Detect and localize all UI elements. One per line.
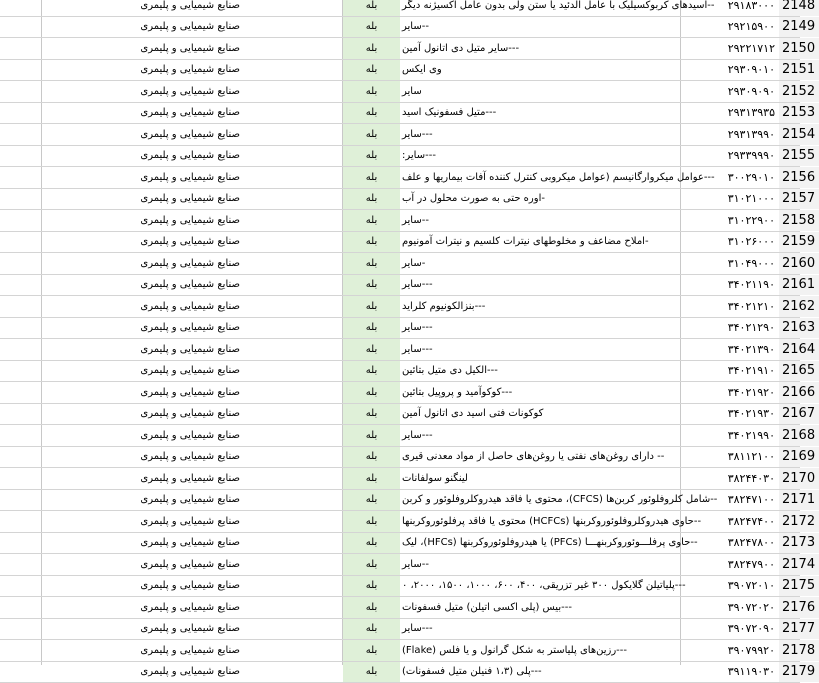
row-number-cell[interactable]: 2177 bbox=[779, 619, 819, 640]
category-cell[interactable]: صنایع شیمیایی و پلیمری bbox=[42, 60, 242, 81]
description-cell[interactable]: ---متیل فسفونیک اسید bbox=[400, 103, 680, 124]
status-cell[interactable] bbox=[343, 103, 400, 124]
row-number-cell[interactable]: 2159 bbox=[779, 232, 819, 253]
category-cell[interactable]: صنایع شیمیایی و پلیمری bbox=[42, 167, 242, 188]
code-cell[interactable]: ۳۸۲۴۷۴۰۰ bbox=[680, 511, 779, 532]
status-value: بله bbox=[366, 516, 377, 527]
table-row[interactable] bbox=[0, 619, 800, 641]
status-value: بله bbox=[366, 43, 377, 54]
description-cell[interactable]: ---کوکوآمید و پروپیل بتائین bbox=[400, 382, 680, 403]
code-cell[interactable]: ۳۴۰۲۱۹۹۰ bbox=[680, 425, 779, 446]
code-cell[interactable]: ۲۹۳۰۹۰۱۰ bbox=[680, 60, 779, 81]
row-number-cell[interactable]: 2151 bbox=[779, 60, 819, 81]
status-cell[interactable] bbox=[343, 361, 400, 382]
row-number-cell[interactable]: 2168 bbox=[779, 425, 819, 446]
description-cell[interactable]: ---سایر bbox=[400, 275, 680, 296]
description-cell[interactable]: سایر bbox=[400, 81, 680, 102]
status-value: بله bbox=[366, 172, 377, 183]
table-row[interactable] bbox=[0, 425, 800, 447]
row-number-cell[interactable]: 2164 bbox=[779, 339, 819, 360]
table-row[interactable] bbox=[0, 640, 800, 662]
row-number-cell[interactable]: 2174 bbox=[779, 554, 819, 575]
status-value: بله bbox=[366, 258, 377, 269]
description-cell[interactable]: ---پلیاتیلن گلایکول ۳۰۰ غیر تزریقی، ۴۰۰، ۶۰۰، ۱۰۰۰، ۱۵۰۰، ۲۰۰۰، ۰ bbox=[400, 576, 680, 597]
status-value: بله bbox=[366, 150, 377, 161]
status-value: بله bbox=[366, 21, 377, 32]
status-cell[interactable] bbox=[343, 425, 400, 446]
status-value: بله bbox=[366, 537, 377, 548]
category-cell[interactable]: صنایع شیمیایی و پلیمری bbox=[42, 576, 242, 597]
category-cell[interactable]: صنایع شیمیایی و پلیمری bbox=[42, 662, 242, 683]
row-number-cell[interactable]: 2172 bbox=[779, 511, 819, 532]
category-cell[interactable]: صنایع شیمیایی و پلیمری bbox=[42, 103, 242, 124]
code-cell[interactable]: ۳۱۰۲۱۰۰۰ bbox=[680, 189, 779, 210]
category-cell[interactable]: صنایع شیمیایی و پلیمری bbox=[42, 253, 242, 274]
status-cell[interactable] bbox=[343, 490, 400, 511]
status-cell[interactable] bbox=[343, 511, 400, 532]
status-cell[interactable] bbox=[343, 81, 400, 102]
row-number-cell[interactable]: 2153 bbox=[779, 103, 819, 124]
table-row[interactable] bbox=[0, 275, 800, 297]
category-cell[interactable]: صنایع شیمیایی و پلیمری bbox=[42, 339, 242, 360]
description-cell[interactable]: -سایر bbox=[400, 253, 680, 274]
status-value: بله bbox=[366, 580, 377, 591]
table-row[interactable] bbox=[0, 124, 800, 146]
description-cell[interactable]: --سایر bbox=[400, 17, 680, 38]
table-row[interactable] bbox=[0, 468, 800, 490]
table-row[interactable] bbox=[0, 339, 800, 361]
status-cell[interactable] bbox=[343, 189, 400, 210]
table-row[interactable] bbox=[0, 576, 800, 598]
row-number-cell[interactable]: 2152 bbox=[779, 81, 819, 102]
table-row[interactable] bbox=[0, 189, 800, 211]
table-row[interactable] bbox=[0, 296, 800, 318]
status-cell[interactable] bbox=[343, 447, 400, 468]
status-value: بله bbox=[366, 215, 377, 226]
category-cell[interactable]: صنایع شیمیایی و پلیمری bbox=[42, 146, 242, 167]
description-cell[interactable]: --حاوی هیدروکلروفلوئوروکربنها (HCFCs) محتوی یا فاقد پرفلوئوروکربنها bbox=[400, 511, 680, 532]
description-cell[interactable]: وی ایکس bbox=[400, 60, 680, 81]
row-number-cell[interactable]: 2160 bbox=[779, 253, 819, 274]
row-number-cell[interactable]: 2173 bbox=[779, 533, 819, 554]
status-cell[interactable] bbox=[343, 640, 400, 661]
description-cell[interactable]: ---بنزالکونیوم کلراید bbox=[400, 296, 680, 317]
row-number-cell[interactable]: 2166 bbox=[779, 382, 819, 403]
row-number-cell[interactable]: 2150 bbox=[779, 38, 819, 59]
row-number-cell[interactable]: 2169 bbox=[779, 447, 819, 468]
row-number-cell[interactable]: 2154 bbox=[779, 124, 819, 145]
table-row[interactable] bbox=[0, 81, 800, 103]
category-cell[interactable]: صنایع شیمیایی و پلیمری bbox=[42, 468, 242, 489]
status-value: بله bbox=[366, 666, 377, 677]
table-row[interactable] bbox=[0, 210, 800, 232]
status-cell[interactable] bbox=[343, 0, 400, 16]
description-cell[interactable]: ---سایر bbox=[400, 339, 680, 360]
category-cell[interactable]: صنایع شیمیایی و پلیمری bbox=[42, 189, 242, 210]
description-cell[interactable]: -اوره حتی به صورت محلول در آب bbox=[400, 189, 680, 210]
table-row[interactable] bbox=[0, 38, 800, 60]
description-cell[interactable]: کوکونات فتی اسید دی اتانول آمین bbox=[400, 404, 680, 425]
row-number-cell[interactable]: 2176 bbox=[779, 597, 819, 618]
code-cell[interactable]: ۳۹۰۷۲۰۱۰ bbox=[680, 576, 779, 597]
code-cell[interactable]: ۲۹۳۱۳۹۳۵ bbox=[680, 103, 779, 124]
status-value: بله bbox=[366, 193, 377, 204]
row-number-cell[interactable]: 2158 bbox=[779, 210, 819, 231]
category-cell[interactable]: صنایع شیمیایی و پلیمری bbox=[42, 554, 242, 575]
status-cell[interactable] bbox=[343, 275, 400, 296]
row-number-cell[interactable]: 2161 bbox=[779, 275, 819, 296]
status-cell[interactable] bbox=[343, 146, 400, 167]
category-cell[interactable]: صنایع شیمیایی و پلیمری bbox=[42, 275, 242, 296]
status-cell[interactable] bbox=[343, 382, 400, 403]
code-cell[interactable]: ۳۸۲۴۷۸۰۰ bbox=[680, 533, 779, 554]
row-number-cell[interactable]: 2170 bbox=[779, 468, 819, 489]
row-number-cell[interactable]: 2148 bbox=[779, 0, 819, 16]
status-cell[interactable] bbox=[343, 533, 400, 554]
category-cell[interactable]: صنایع شیمیایی و پلیمری bbox=[42, 296, 242, 317]
status-cell[interactable] bbox=[343, 554, 400, 575]
code-cell[interactable]: ۳۱۰۴۹۰۰۰ bbox=[680, 253, 779, 274]
status-cell[interactable] bbox=[343, 167, 400, 188]
description-cell[interactable]: ---رزین‌های پلیاستر به شکل گرانول و یا فلس (Flake) bbox=[400, 640, 680, 661]
code-cell[interactable]: ۳۱۰۲۶۰۰۰ bbox=[680, 232, 779, 253]
description-cell[interactable]: ---پلی (۱،۳ فنیلن متیل فسفونات) bbox=[400, 662, 680, 683]
row-number-cell[interactable]: 2171 bbox=[779, 490, 819, 511]
table-row[interactable] bbox=[0, 253, 800, 275]
description-cell[interactable]: لینگنو سولفانات bbox=[400, 468, 680, 489]
category-cell[interactable]: صنایع شیمیایی و پلیمری bbox=[42, 17, 242, 38]
table-row[interactable] bbox=[0, 511, 800, 533]
description-cell[interactable]: --شامل کلروفلوئور کربن‌ها (CFCS)، محتوی یا فاقد هیدروکلروفلوئور و کربن bbox=[400, 490, 680, 511]
status-value: بله bbox=[366, 494, 377, 505]
status-cell[interactable] bbox=[343, 17, 400, 38]
code-cell[interactable]: ۳۴۰۲۱۳۹۰ bbox=[680, 339, 779, 360]
code-cell[interactable]: ۳۴۰۲۱۹۲۰ bbox=[680, 382, 779, 403]
code-cell[interactable]: ۲۹۳۰۹۰۹۰ bbox=[680, 81, 779, 102]
code-cell[interactable]: ۲۹۱۸۳۰۰۰ bbox=[680, 0, 779, 16]
status-cell[interactable] bbox=[343, 662, 400, 683]
status-cell[interactable] bbox=[343, 339, 400, 360]
category-cell[interactable]: صنایع شیمیایی و پلیمری bbox=[42, 210, 242, 231]
code-cell[interactable]: ۳۴۰۲۱۲۱۰ bbox=[680, 296, 779, 317]
status-value: بله bbox=[366, 322, 377, 333]
status-cell[interactable] bbox=[343, 210, 400, 231]
description-cell[interactable]: -املاح مضاعف و مخلوطهای نیترات کلسیم و نیترات آمونیوم bbox=[400, 232, 680, 253]
category-cell[interactable]: صنایع شیمیایی و پلیمری bbox=[42, 640, 242, 661]
table-row[interactable] bbox=[0, 60, 800, 82]
description-cell[interactable]: ---سایر bbox=[400, 124, 680, 145]
category-cell[interactable]: صنایع شیمیایی و پلیمری bbox=[42, 425, 242, 446]
description-cell[interactable]: ---سایر bbox=[400, 619, 680, 640]
code-cell[interactable]: ۲۹۳۳۹۹۹۰ bbox=[680, 146, 779, 167]
status-value: بله bbox=[366, 301, 377, 312]
status-cell[interactable] bbox=[343, 60, 400, 81]
description-cell[interactable]: -- دارای روغن‌های نفتی یا روغن‌های حاصل از مواد معدنی قیری bbox=[400, 447, 680, 468]
status-value: بله bbox=[366, 129, 377, 140]
row-number-cell[interactable]: 2175 bbox=[779, 576, 819, 597]
table-row[interactable] bbox=[0, 146, 800, 168]
status-cell[interactable] bbox=[343, 468, 400, 489]
status-value: بله bbox=[366, 344, 377, 355]
status-cell[interactable] bbox=[343, 232, 400, 253]
code-cell[interactable]: ۳۴۰۲۱۲۹۰ bbox=[680, 318, 779, 339]
description-cell[interactable]: ---الکیل دی متیل بتائین bbox=[400, 361, 680, 382]
table-row[interactable] bbox=[0, 318, 800, 340]
status-value: بله bbox=[366, 451, 377, 462]
code-cell[interactable]: ۳۱۰۲۲۹۰۰ bbox=[680, 210, 779, 231]
code-cell[interactable]: ۲۹۲۲۱۷۱۲ bbox=[680, 38, 779, 59]
status-value: بله bbox=[366, 559, 377, 570]
category-cell[interactable]: صنایع شیمیایی و پلیمری bbox=[42, 597, 242, 618]
category-cell[interactable]: صنایع شیمیایی و پلیمری bbox=[42, 0, 242, 16]
status-cell[interactable] bbox=[343, 296, 400, 317]
table-row[interactable] bbox=[0, 167, 800, 189]
description-cell[interactable]: ---عوامل میکروارگانیسم (عوامل میکروبی کنترل کننده آفات بیماریها و علف bbox=[400, 167, 680, 188]
status-cell[interactable] bbox=[343, 253, 400, 274]
table-row[interactable] bbox=[0, 0, 800, 17]
status-cell[interactable] bbox=[343, 404, 400, 425]
category-cell[interactable]: صنایع شیمیایی و پلیمری bbox=[42, 533, 242, 554]
status-value: بله bbox=[366, 602, 377, 613]
row-number-cell[interactable]: 2163 bbox=[779, 318, 819, 339]
description-cell[interactable]: --سایر bbox=[400, 554, 680, 575]
category-cell[interactable]: صنایع شیمیایی و پلیمری bbox=[42, 447, 242, 468]
row-number-cell[interactable]: 2155 bbox=[779, 146, 819, 167]
code-cell[interactable]: ۳۴۰۲۱۱۹۰ bbox=[680, 275, 779, 296]
status-cell[interactable] bbox=[343, 124, 400, 145]
row-number-cell[interactable]: 2157 bbox=[779, 189, 819, 210]
status-value: بله bbox=[366, 0, 377, 11]
status-value: بله bbox=[366, 645, 377, 656]
code-cell[interactable]: ۳۸۱۱۲۱۰۰ bbox=[680, 447, 779, 468]
row-number-cell[interactable]: 2156 bbox=[779, 167, 819, 188]
category-cell[interactable]: صنایع شیمیایی و پلیمری bbox=[42, 490, 242, 511]
description-cell[interactable]: --حاوی پرفلـــوئوروکربنهـــا (PFCs) یا هیدروفلوئوروکربنها (HFCs)، لیک bbox=[400, 533, 680, 554]
description-cell[interactable]: ---سایر: bbox=[400, 146, 680, 167]
status-cell[interactable] bbox=[343, 619, 400, 640]
category-cell[interactable]: صنایع شیمیایی و پلیمری bbox=[42, 404, 242, 425]
table-row[interactable] bbox=[0, 447, 800, 469]
category-cell[interactable]: صنایع شیمیایی و پلیمری bbox=[42, 81, 242, 102]
status-value: بله bbox=[366, 430, 377, 441]
description-cell[interactable]: --سایر bbox=[400, 210, 680, 231]
status-value: بله bbox=[366, 86, 377, 97]
category-cell[interactable]: صنایع شیمیایی و پلیمری bbox=[42, 124, 242, 145]
code-cell[interactable]: ۳۹۰۷۲۰۲۰ bbox=[680, 597, 779, 618]
table-row[interactable] bbox=[0, 103, 800, 125]
table-row[interactable] bbox=[0, 382, 800, 404]
category-cell[interactable]: صنایع شیمیایی و پلیمری bbox=[42, 619, 242, 640]
description-cell[interactable]: ---سایر bbox=[400, 425, 680, 446]
row-number-cell[interactable]: 2165 bbox=[779, 361, 819, 382]
status-value: بله bbox=[366, 387, 377, 398]
category-cell[interactable]: صنایع شیمیایی و پلیمری bbox=[42, 511, 242, 532]
status-value: بله bbox=[366, 236, 377, 247]
category-cell[interactable]: صنایع شیمیایی و پلیمری bbox=[42, 318, 242, 339]
row-number-cell[interactable]: 2178 bbox=[779, 640, 819, 661]
row-number-cell[interactable]: 2167 bbox=[779, 404, 819, 425]
code-cell[interactable]: ۳۹۰۷۹۹۲۰ bbox=[680, 640, 779, 661]
code-cell[interactable]: ۳۹۱۱۹۰۳۰ bbox=[680, 662, 779, 683]
code-cell[interactable]: ۳۰۰۲۹۰۱۰ bbox=[680, 167, 779, 188]
table-row[interactable] bbox=[0, 17, 800, 39]
status-value: بله bbox=[366, 623, 377, 634]
description-cell[interactable]: --اسیدهای کربوکسیلیک با عامل آلدئید یا ستن ولی بدون عامل اکسیژنه دیگر bbox=[400, 0, 680, 16]
status-cell[interactable] bbox=[343, 38, 400, 59]
row-number-cell[interactable]: 2179 bbox=[779, 662, 819, 683]
status-value: بله bbox=[366, 107, 377, 118]
table-row[interactable] bbox=[0, 662, 800, 683]
status-value: بله bbox=[366, 64, 377, 75]
code-cell[interactable]: ۲۹۳۱۳۹۹۰ bbox=[680, 124, 779, 145]
code-cell[interactable]: ۳۴۰۲۱۹۳۰ bbox=[680, 404, 779, 425]
code-cell[interactable]: ۳۴۰۲۱۹۱۰ bbox=[680, 361, 779, 382]
table-row[interactable] bbox=[0, 490, 800, 512]
code-cell[interactable]: ۳۹۰۷۲۰۹۰ bbox=[680, 619, 779, 640]
status-value: بله bbox=[366, 473, 377, 484]
code-cell[interactable]: ۳۸۲۴۴۰۳۰ bbox=[680, 468, 779, 489]
category-cell[interactable]: صنایع شیمیایی و پلیمری bbox=[42, 361, 242, 382]
code-cell[interactable]: ۳۸۲۴۷۹۰۰ bbox=[680, 554, 779, 575]
table-row[interactable] bbox=[0, 554, 800, 576]
table-row[interactable] bbox=[0, 597, 800, 619]
status-value: بله bbox=[366, 365, 377, 376]
status-cell[interactable] bbox=[343, 318, 400, 339]
table-row[interactable] bbox=[0, 361, 800, 383]
description-cell[interactable]: ---سایر bbox=[400, 318, 680, 339]
description-cell[interactable]: ---سایر متیل دی اتانول آمین bbox=[400, 38, 680, 59]
status-cell[interactable] bbox=[343, 576, 400, 597]
table-row[interactable] bbox=[0, 404, 800, 426]
code-cell[interactable]: ۳۸۲۴۷۱۰۰ bbox=[680, 490, 779, 511]
status-value: بله bbox=[366, 279, 377, 290]
status-value: بله bbox=[366, 408, 377, 419]
category-cell[interactable]: صنایع شیمیایی و پلیمری bbox=[42, 38, 242, 59]
table-row[interactable] bbox=[0, 533, 800, 555]
category-cell[interactable]: صنایع شیمیایی و پلیمری bbox=[42, 232, 242, 253]
code-cell[interactable]: ۲۹۲۱۵۹۰۰ bbox=[680, 17, 779, 38]
category-cell[interactable]: صنایع شیمیایی و پلیمری bbox=[42, 382, 242, 403]
row-number-cell[interactable]: 2162 bbox=[779, 296, 819, 317]
row-number-cell[interactable]: 2149 bbox=[779, 17, 819, 38]
table-row[interactable] bbox=[0, 232, 800, 254]
status-cell[interactable] bbox=[343, 597, 400, 618]
description-cell[interactable]: ---بیس (پلی اکسی اتیلن) متیل فسفونات bbox=[400, 597, 680, 618]
